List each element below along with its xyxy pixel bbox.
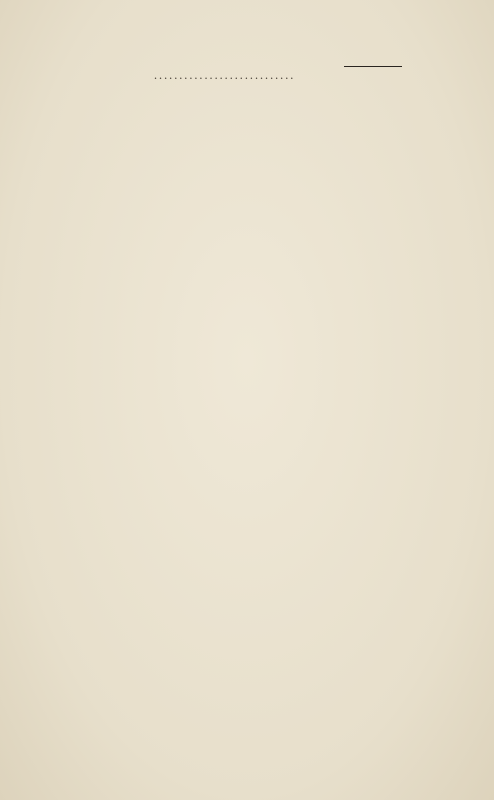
text-block (108, 62, 448, 96)
analysis-total-row (152, 68, 402, 82)
analysis-table (152, 66, 402, 82)
leader-dots: ............................ (154, 68, 296, 82)
total-rule (344, 66, 402, 67)
total-value (350, 68, 402, 82)
